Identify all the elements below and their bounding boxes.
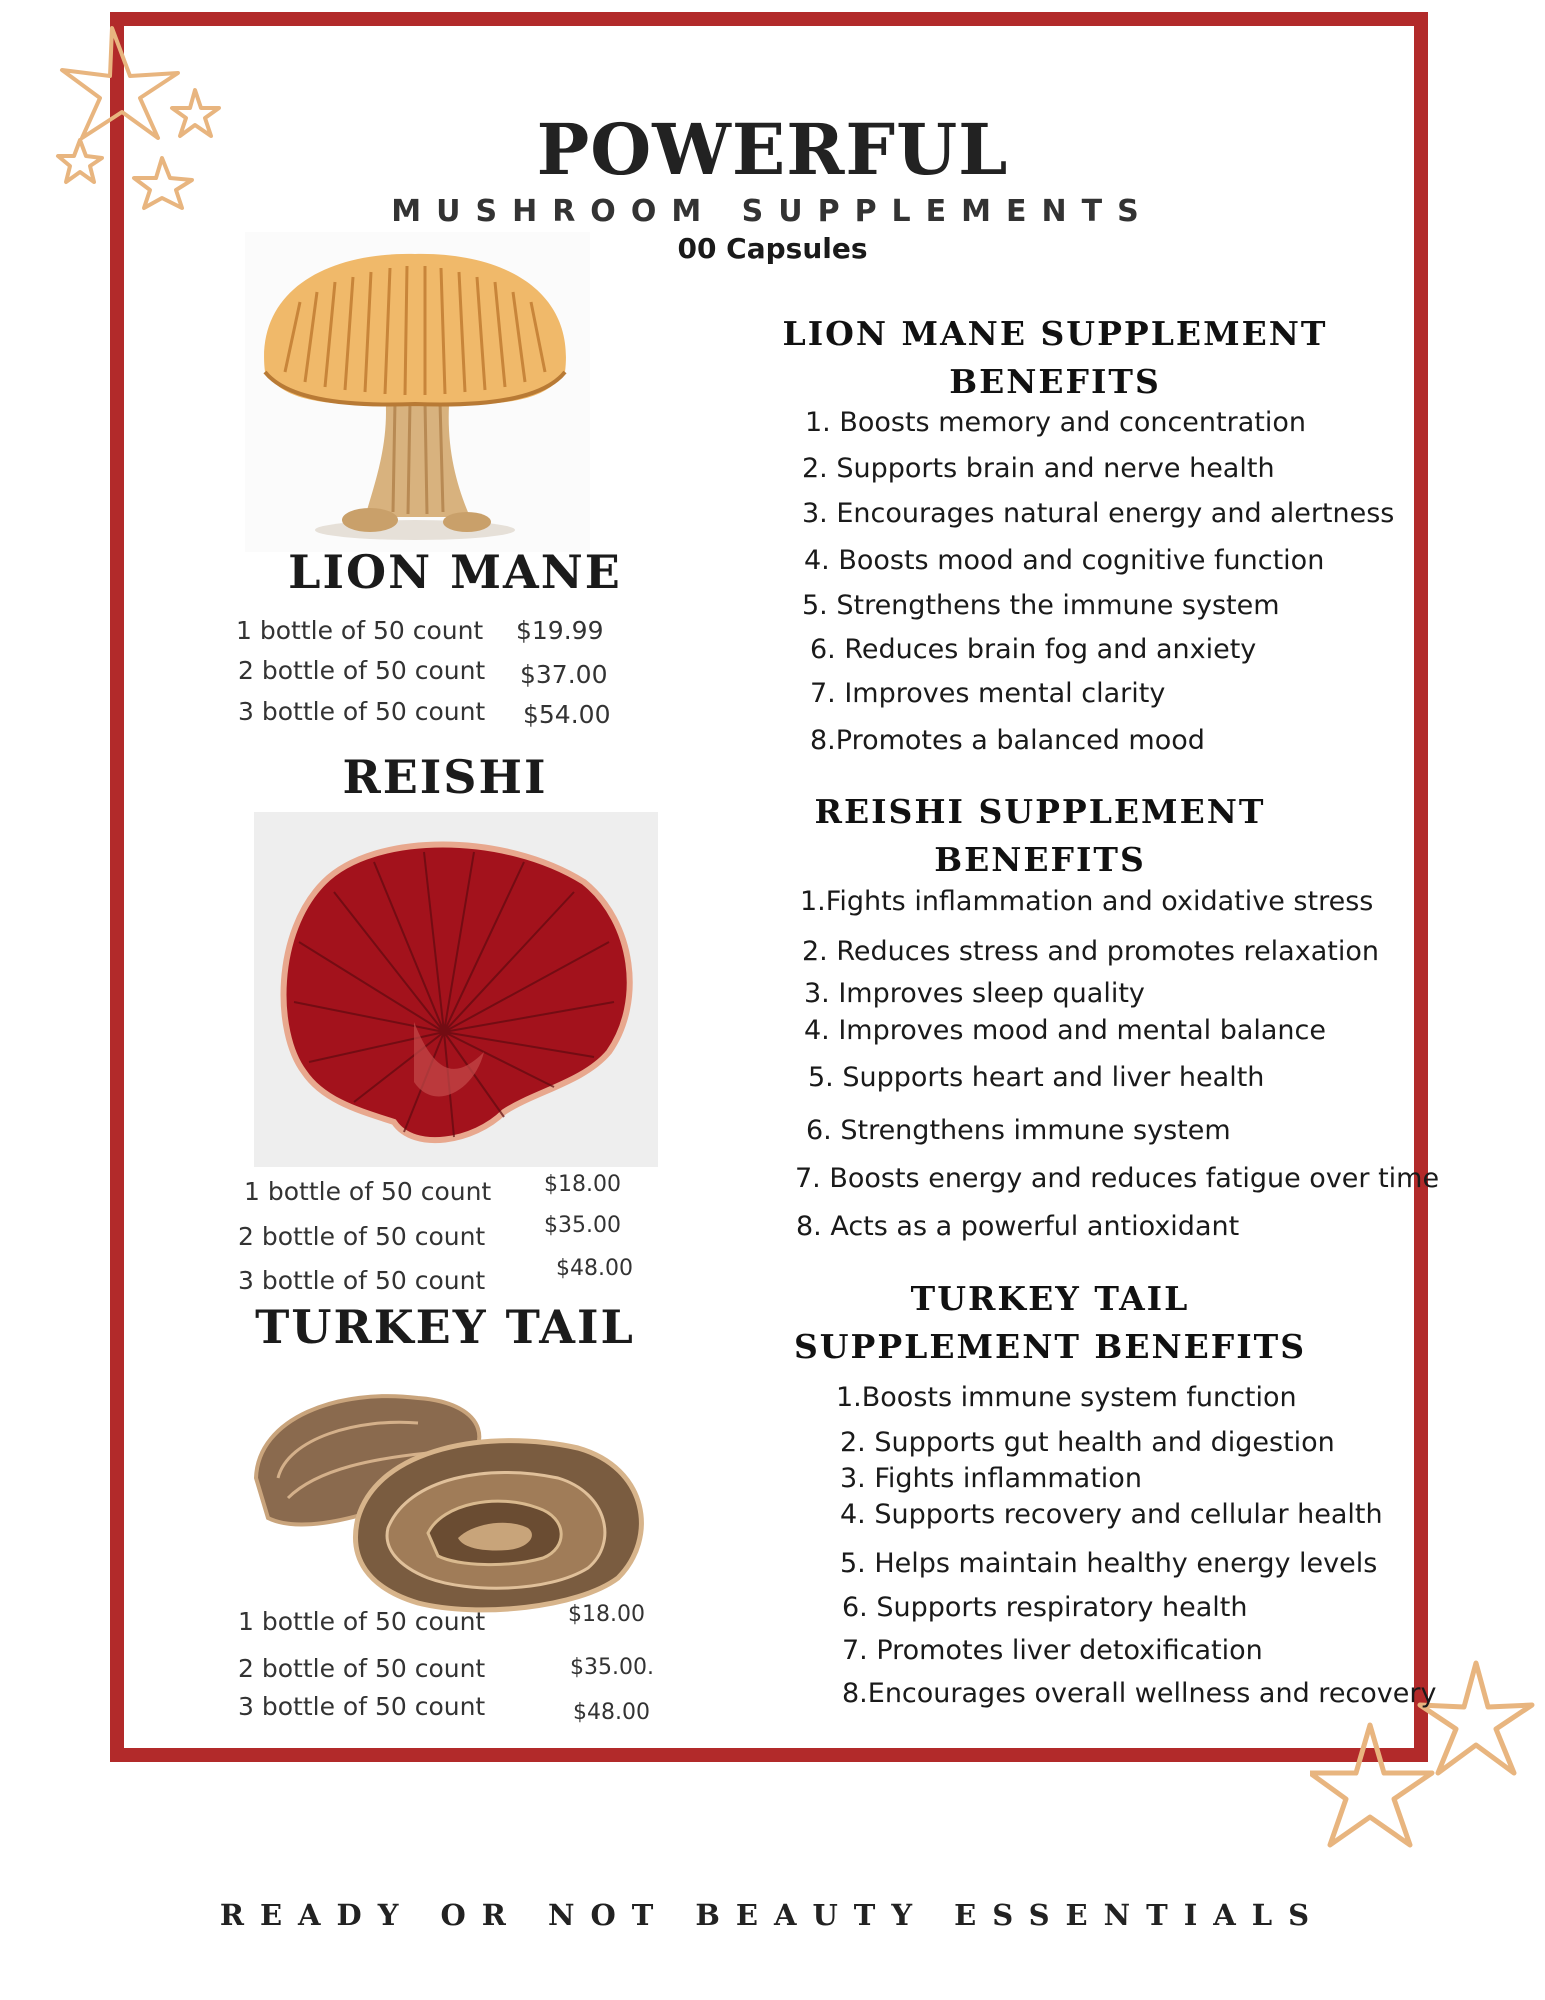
benefit-item: 1. Boosts memory and concentration [805,407,1306,438]
benefit-item: 5. Helps maintain healthy energy levels [840,1548,1378,1579]
star-icon [1420,1663,1532,1773]
price-value: $35.00. [570,1655,654,1680]
benefit-item: 3. Fights inflammation [840,1463,1142,1494]
reishi-mushroom-image [254,812,658,1167]
capsule-size: 00 Capsules [677,232,868,265]
price-label: 2 bottle of 50 count [238,656,486,685]
page-title: POWERFUL [536,108,1009,191]
benefit-item: 4. Supports recovery and cellular health [840,1499,1383,1530]
price-label: 3 bottle of 50 count [238,1692,486,1721]
price-label: 2 bottle of 50 count [238,1222,486,1251]
lion-mane-mushroom-image [245,232,590,552]
benefits-title-line: LION MANE SUPPLEMENT [782,314,1328,353]
star-icon [1310,1725,1432,1845]
product-name-reishi: REISHI [342,750,548,804]
benefit-item: 6. Reduces brain fog and anxiety [810,634,1257,665]
price-value: $54.00 [523,700,611,729]
price-label: 2 bottle of 50 count [238,1654,486,1683]
benefits-title-line: BENEFITS [934,840,1146,879]
footer-brand: READY OR NOT BEAUTY ESSENTIALS [219,1898,1326,1932]
benefit-item: 2. Reduces stress and promotes relaxation [802,936,1379,967]
price-value: $48.00 [556,1256,633,1281]
price-value: $35.00 [544,1213,621,1238]
price-value: $19.99 [516,616,604,645]
benefit-item: 5. Supports heart and liver health [808,1062,1265,1093]
page-subtitle: MUSHROOM SUPPLEMENTS [391,194,1154,229]
benefit-item: 2. Supports brain and nerve health [802,453,1275,484]
benefit-item: 5. Strengthens the immune system [802,590,1280,621]
benefits-title-line: SUPPLEMENT BENEFITS [793,1327,1307,1366]
price-label: 1 bottle of 50 count [244,1177,492,1206]
turkey-tail-mushroom-image [248,1368,660,1618]
benefit-item: 3. Improves sleep quality [804,978,1145,1009]
benefit-item: 1.Fights inflammation and oxidative stress [800,886,1374,917]
benefit-item: 3. Encourages natural energy and alertness [802,498,1395,529]
benefit-item: 4. Boosts mood and cognitive function [804,545,1325,576]
turkey-tail-benefits-title [750,1275,1350,1371]
price-label: 3 bottle of 50 count [238,1266,486,1295]
benefit-item: 8.Promotes a balanced mood [810,725,1205,756]
price-label: 1 bottle of 50 count [236,616,484,645]
product-name-lion-mane: LION MANE [288,545,622,599]
product-name-turkey-tail: TURKEY TAIL [255,1300,635,1354]
benefits-title-line: BENEFITS [949,362,1161,401]
benefit-item: 7. Improves mental clarity [810,678,1166,709]
benefits-title-line: REISHI SUPPLEMENT [814,792,1266,831]
price-label: 1 bottle of 50 count [238,1607,486,1636]
benefits-title-line: TURKEY TAIL [910,1279,1190,1318]
price-value: $18.00 [568,1602,645,1627]
reishi-benefits-title [740,788,1340,884]
benefit-item: 4. Improves mood and mental balance [804,1015,1326,1046]
benefit-item: 8.Encourages overall wellness and recovery [842,1678,1437,1709]
benefit-item: 6. Strengthens immune system [806,1115,1231,1146]
price-value: $37.00 [520,660,608,689]
price-label: 3 bottle of 50 count [238,697,486,726]
benefit-item: 7. Boosts energy and reduces fatigue over time [795,1163,1440,1194]
lion-mane-benefits-title [755,310,1355,406]
benefit-item: 8. Acts as a powerful antioxidant [796,1211,1240,1242]
benefit-item: 6. Supports respiratory health [842,1592,1248,1623]
benefit-item: 1.Boosts immune system function [836,1382,1297,1413]
benefit-item: 7. Promotes liver detoxification [842,1635,1263,1666]
benefit-item: 2. Supports gut health and digestion [840,1427,1335,1458]
price-value: $18.00 [544,1172,621,1197]
price-value: $48.00 [573,1700,650,1725]
